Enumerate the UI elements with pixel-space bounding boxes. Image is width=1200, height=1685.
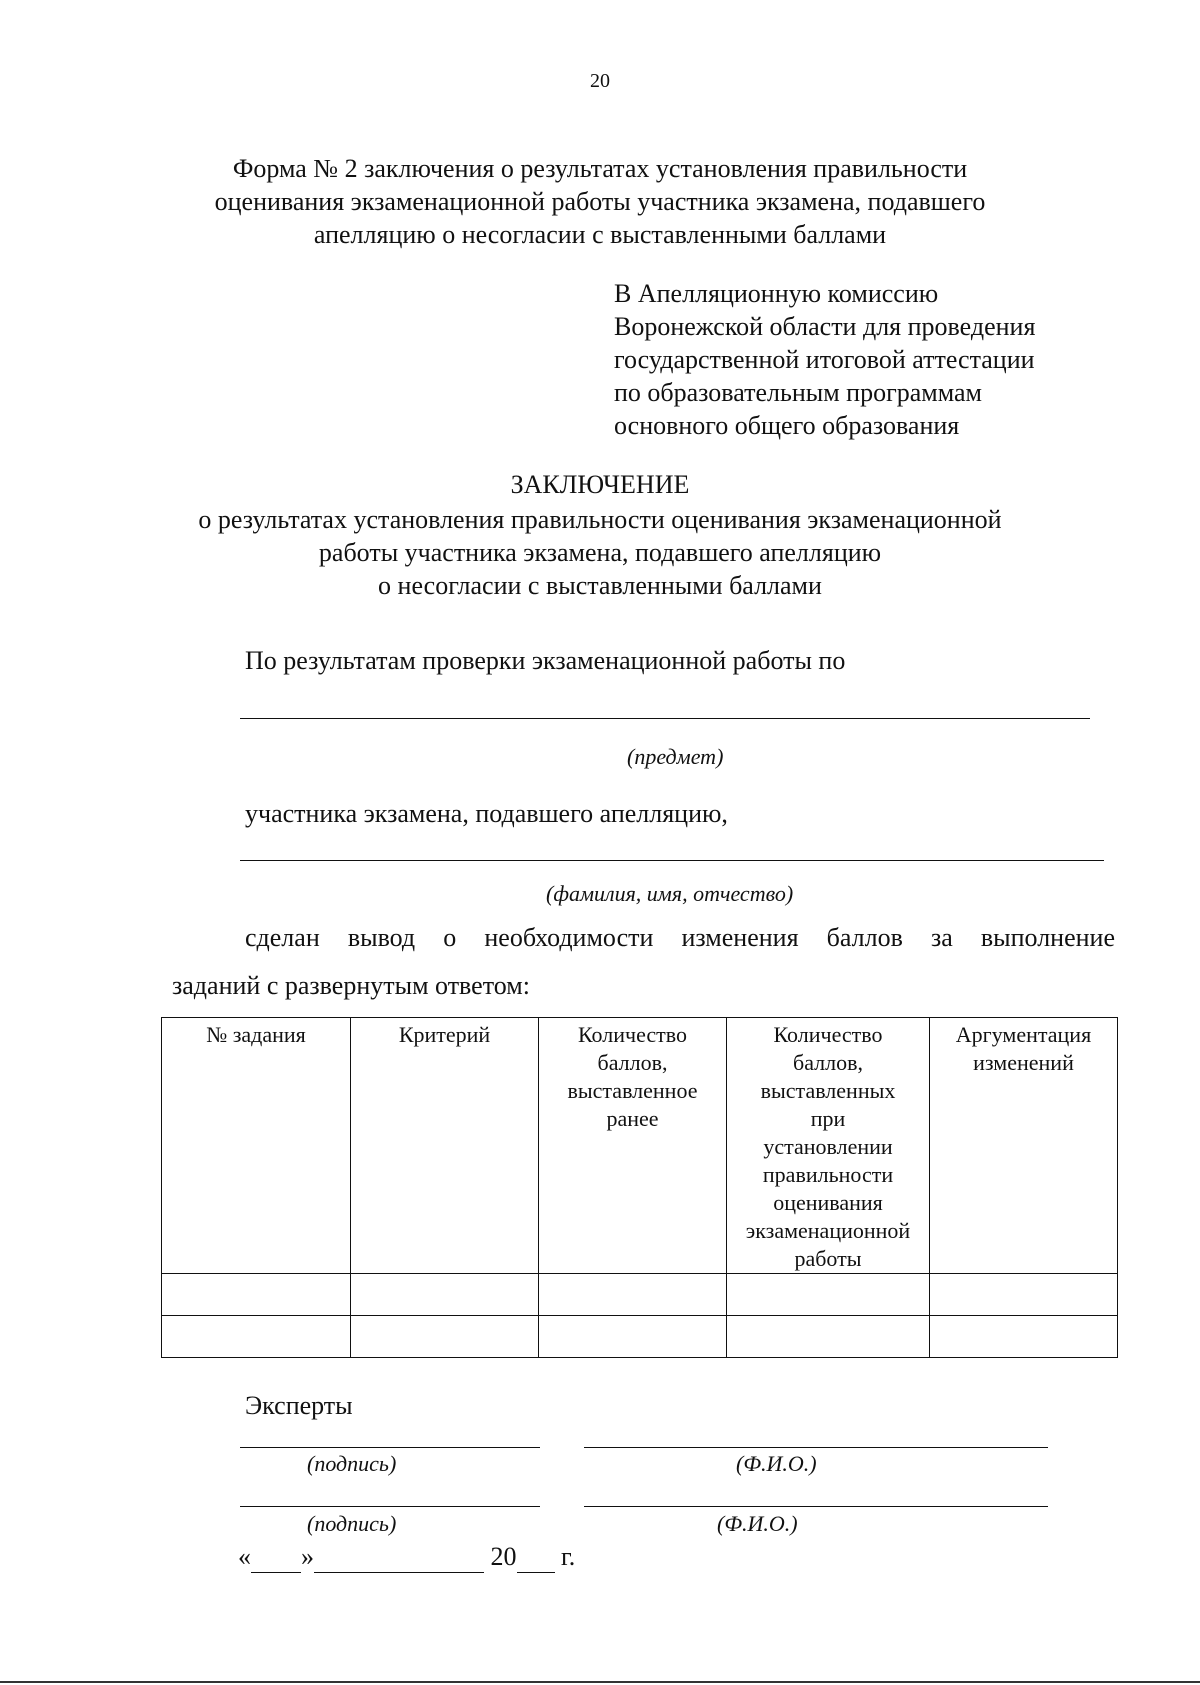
table-cell[interactable] <box>727 1316 930 1358</box>
signature-line-2[interactable] <box>240 1506 540 1507</box>
table-cell[interactable] <box>727 1274 930 1316</box>
page-bottom-edge <box>0 1681 1200 1683</box>
date-month-blank[interactable] <box>314 1542 484 1573</box>
conclusion-text: сделан вывод о необходимости изменения баллов за выполнение <box>245 923 1115 952</box>
date-close-quote: » <box>301 1542 314 1571</box>
form-title-line: Форма № 2 заключения о результатах установления правильности <box>232 154 968 183</box>
participant-text: участника экзамена, подавшего апелляцию, <box>245 799 728 828</box>
table-header-row <box>162 1018 1118 1274</box>
table-cell[interactable] <box>162 1316 351 1358</box>
addressee-line: В Апелляционную комиссию <box>614 279 939 308</box>
table-cell[interactable] <box>539 1274 727 1316</box>
header-argumentation: Аргументация изменений <box>930 1018 1118 1274</box>
table-cell[interactable] <box>539 1316 727 1358</box>
subject-caption: (предмет) <box>627 744 724 769</box>
name-caption-2: (Ф.И.О.) <box>717 1511 798 1536</box>
name-fill-line[interactable] <box>240 860 1104 861</box>
subheading-line: о несогласии с выставленными баллами <box>378 571 822 600</box>
addressee-line: государственной итоговой аттестации <box>614 345 1035 374</box>
addressee-block <box>614 277 1035 442</box>
form-title-line: апелляцию о несогласии с выставленными баллами <box>313 220 887 249</box>
addressee-line: по образовательным программам <box>614 378 983 407</box>
table-row <box>162 1316 1118 1358</box>
check-text: По результатам проверки экзаменационной работы по <box>245 646 846 675</box>
subheading-line: о результатах установления правильности оценивания экзаменационной <box>198 505 1002 534</box>
date-year-prefix: 20 <box>490 1542 517 1571</box>
header-new-score: Количество баллов, выставленных при установлении правильности оценивания экзаменационной работы <box>727 1018 930 1274</box>
experts-label: Эксперты <box>245 1391 353 1420</box>
date-open-quote: « <box>238 1542 251 1571</box>
table-cell[interactable] <box>930 1274 1118 1316</box>
date-year-blank[interactable] <box>517 1542 555 1573</box>
form-title-line: оценивания экзаменационной работы участника экзамена, подавшего <box>214 187 986 216</box>
subject-fill-line[interactable] <box>240 718 1090 719</box>
header-previous-score: Количество баллов, выставленное ранее <box>539 1018 727 1274</box>
name-line-2[interactable] <box>584 1506 1048 1507</box>
table-cell[interactable] <box>162 1274 351 1316</box>
header-task-number: № задания <box>162 1018 351 1274</box>
date-line <box>238 1542 575 1573</box>
header-criterion: Критерий <box>351 1018 539 1274</box>
name-line-1[interactable] <box>584 1447 1048 1448</box>
form-title <box>170 152 1030 251</box>
page-number: 20 <box>590 70 610 92</box>
score-changes-table <box>161 1017 1118 1358</box>
date-year-suffix: г. <box>561 1542 576 1571</box>
signature-caption-2: (подпись) <box>307 1511 397 1536</box>
name-caption-1: (Ф.И.О.) <box>736 1451 817 1476</box>
signature-line-1[interactable] <box>240 1447 540 1448</box>
name-caption: (фамилия, имя, отчество) <box>546 881 794 906</box>
date-day-blank[interactable] <box>251 1542 301 1573</box>
table-row <box>162 1274 1118 1316</box>
document-heading: ЗАКЛЮЧЕНИЕ <box>510 470 690 499</box>
addressee-line: Воронежской области для проведения <box>614 312 1036 341</box>
document-subheading <box>140 503 1060 602</box>
subheading-line: работы участника экзамена, подавшего апелляцию <box>318 538 882 567</box>
addressee-line: основного общего образования <box>614 411 960 440</box>
table-cell[interactable] <box>351 1274 539 1316</box>
table-cell[interactable] <box>930 1316 1118 1358</box>
conclusion-text-continued: заданий с развернутым ответом: <box>172 971 530 1000</box>
table-cell[interactable] <box>351 1316 539 1358</box>
signature-caption-1: (подпись) <box>307 1451 397 1476</box>
